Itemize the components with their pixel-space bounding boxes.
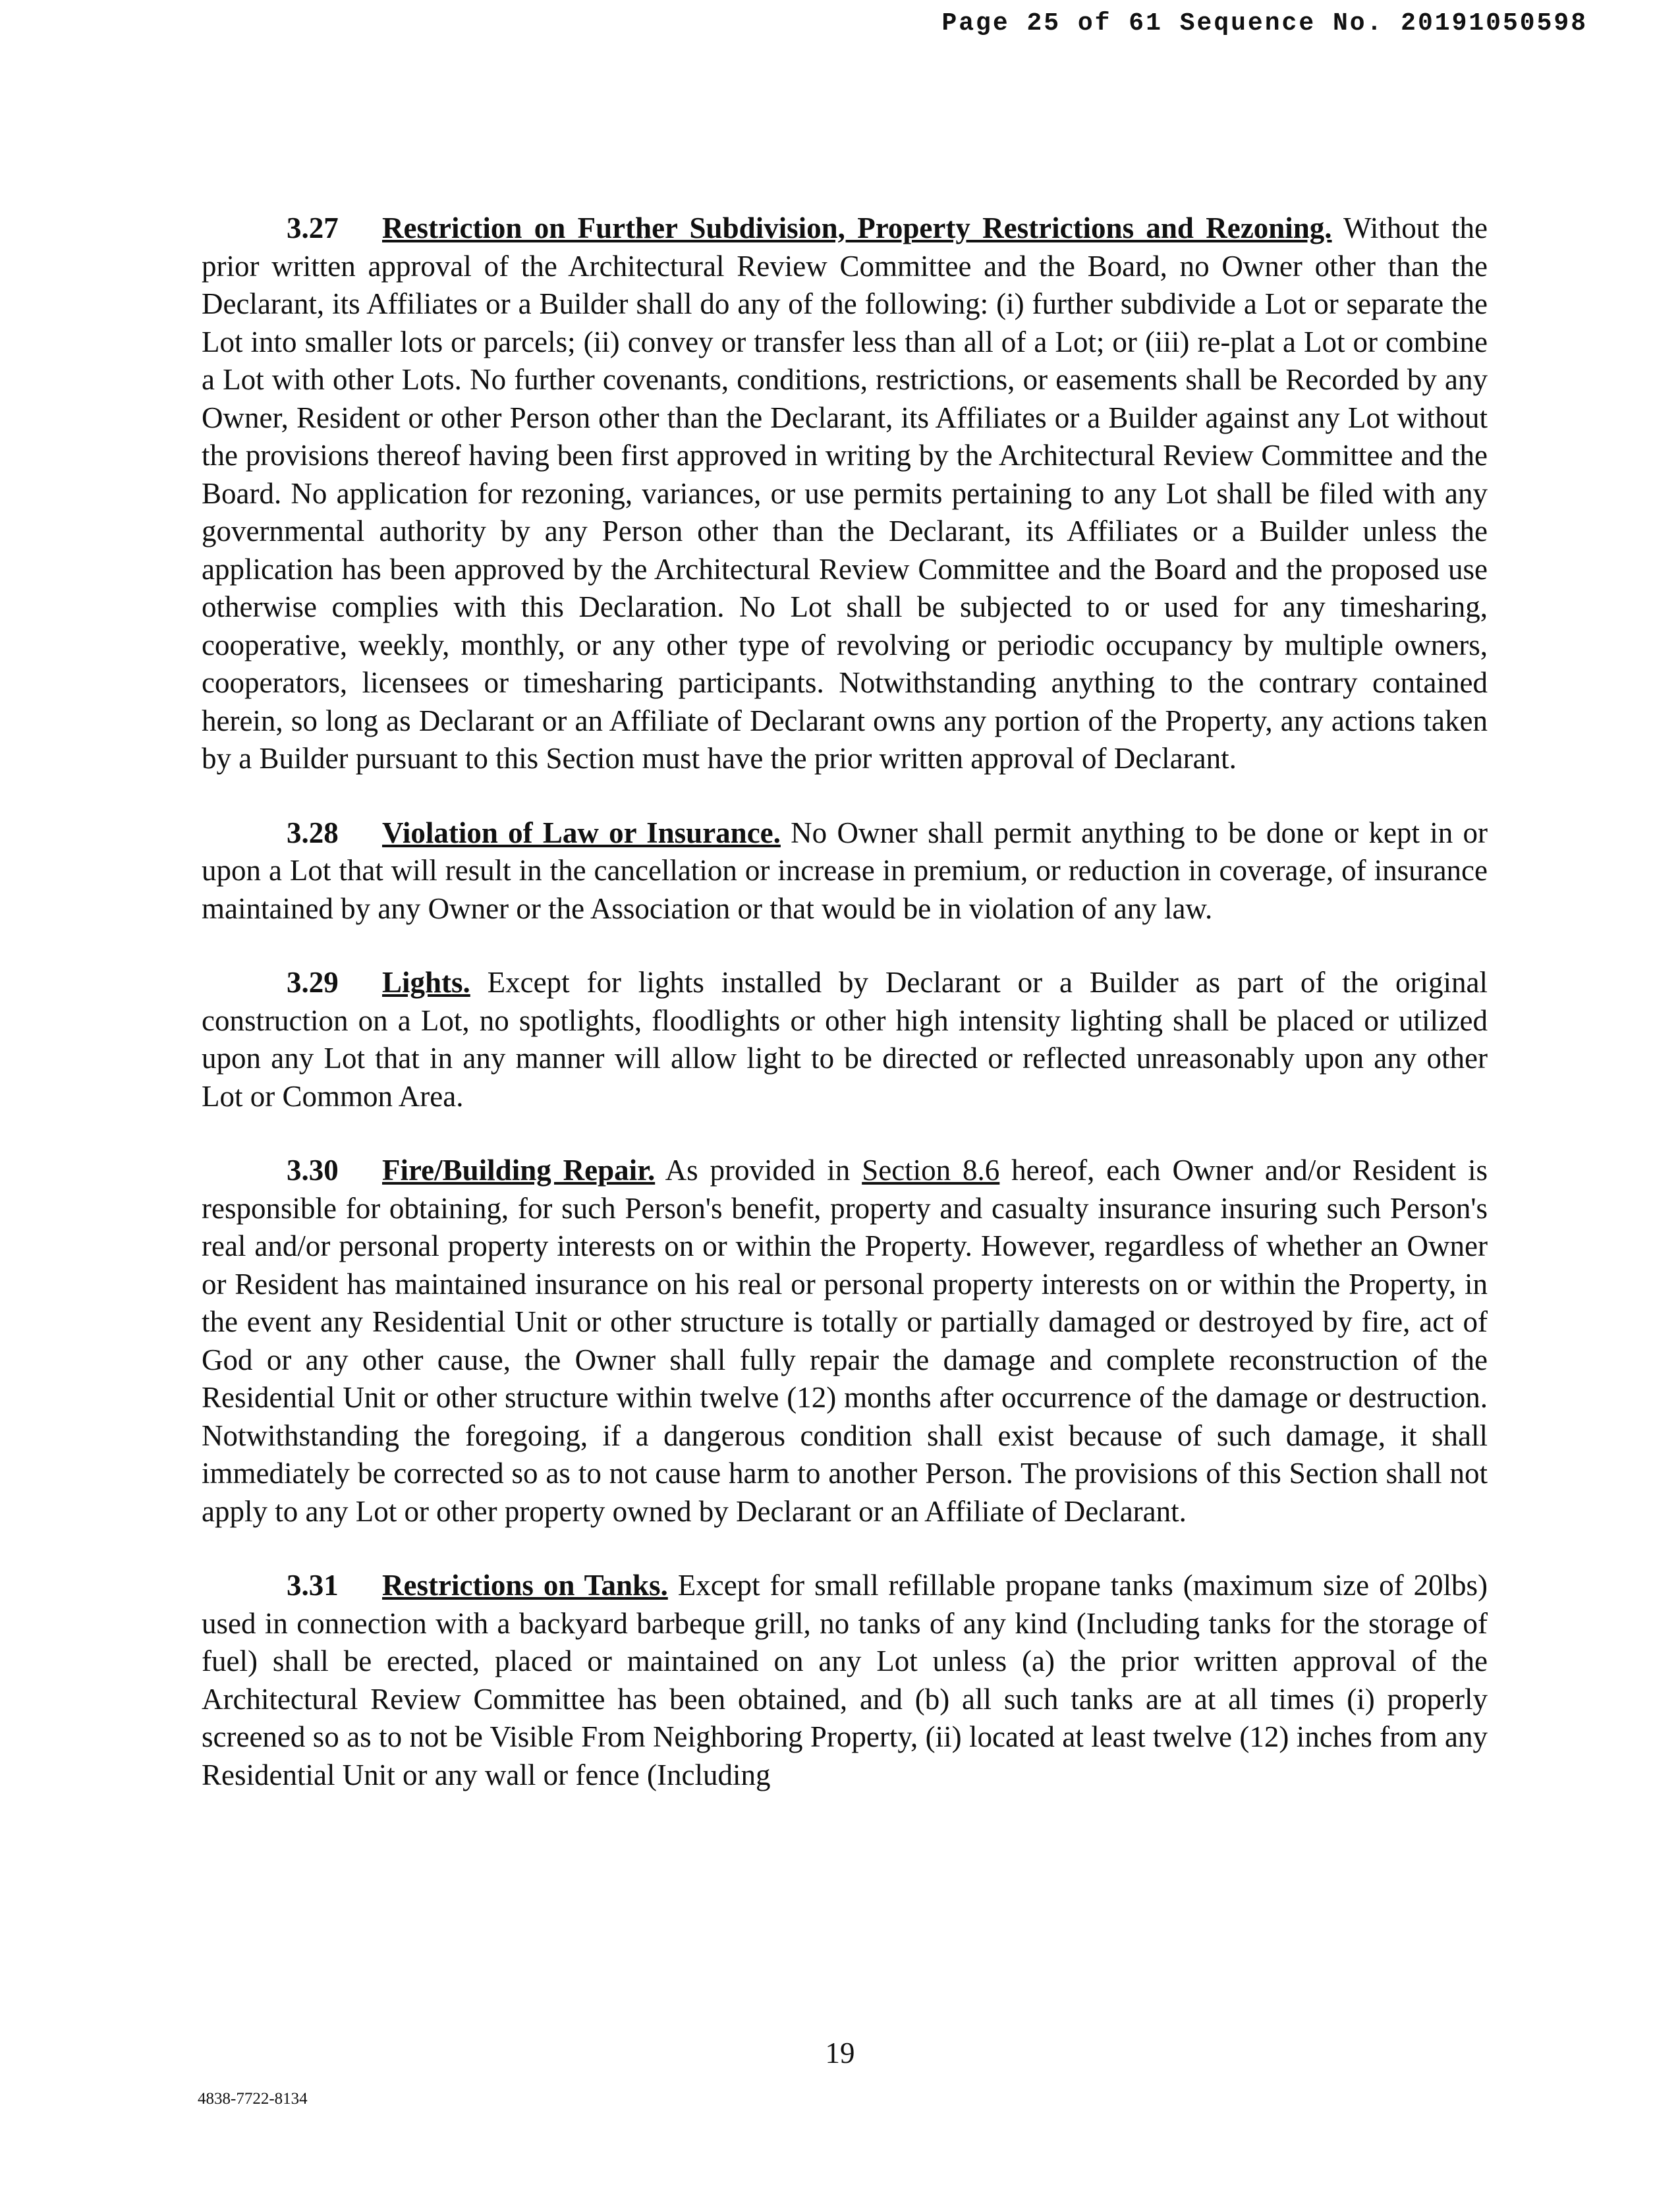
- section-number: 3.30: [287, 1154, 339, 1187]
- section-body: Except for small refillable propane tanks (maximum size of 20lbs) used in connection with a backyard barbeque grill, no tanks of any kind (Including tanks for the storage of fuel) shall be erected, placed or maintained on any Lot unless (a) the prior written approval of the Architectural Review Committee has been obtained, and (b) all such tanks are at all times (i) properly screened so as to not be Visible From Neighboring Property, (ii) located at least twelve (12) inches from any Residential Unit or any wall or fence (Including: [202, 1569, 1488, 1791]
- section-heading: Fire/Building Repair.: [382, 1154, 656, 1187]
- section-body-rest: hereof, each Owner and/or Resident is responsible for obtaining, for such Person's benefit, property and casualty insurance insuring such Person's real and/or personal property interests on or within the Property. However, regardless of whether an Owner or Resident has maintained insurance on his real or personal property interests on or within the Property, in the event any Residential Unit or other structure is totally or partially damaged or destroyed by fire, act of God or any other cause, the Owner shall fully repair the damage and complete reconstruction of the Residential Unit or other structure within twelve (12) months after occurrence of the damage or destruction. Notwithstanding the foregoing, if a dangerous condition shall exist because of such damage, it shall immediately be corrected so as to not cause harm to another Person. The provisions of this Section shall not apply to any Lot or other property owned by Declarant or an Affiliate of Declarant.: [202, 1154, 1488, 1528]
- section-number: 3.28: [287, 816, 339, 849]
- section-body-start: As provided in: [665, 1154, 851, 1187]
- section-heading: Restriction on Further Subdivision, Property Restrictions and Rezoning.: [382, 211, 1332, 244]
- section-body: No Owner shall permit anything to be done or kept in or upon a Lot that will result in the cancellation or increase in premium, or reduction in coverage, of insurance maintained by any Owner or the Association or that would be in violation of any law.: [202, 816, 1488, 925]
- section-3-27: [202, 210, 1488, 778]
- page-number: 19: [825, 2037, 855, 2069]
- section-heading: Restrictions on Tanks.: [382, 1569, 668, 1602]
- section-body: Except for lights installed by Declarant or a Builder as part of the original construction on a Lot, no spotlights, floodlights or other high intensity lighting shall be placed or utilized upon any Lot that in any manner will allow light to be directed or reflected unreasonably upon any other Lot or Common Area.: [202, 966, 1488, 1113]
- section-number: 3.29: [287, 966, 339, 999]
- document-body: [202, 210, 1488, 1830]
- document-id: 4838-7722-8134: [198, 2090, 308, 2108]
- section-heading: Lights.: [382, 966, 470, 999]
- section-3-31: [202, 1567, 1488, 1794]
- section-3-28: [202, 814, 1488, 928]
- page-sequence-header: Page 25 of 61 Sequence No. 20191050598: [941, 9, 1588, 38]
- section-body: Without the prior written approval of the Architectural Review Committee and the Board, no Owner other than the Declarant, its Affiliates or a Builder shall do any of the following: (i) further subdivide a Lot or separate the Lot into smaller lots or parcels; (ii) convey or transfer less than all of a Lot; or (iii) re-plat a Lot or combine a Lot with other Lots. No further covenants, conditions, restrictions, or easements shall be Recorded by any Owner, Resident or other Person other than the Declarant, its Affiliates or a Builder against any Lot without the provisions thereof having been first approved in writing by the Architectural Review Committee and the Board. No application for rezoning, variances, or use permits pertaining to any Lot shall be filed with any governmental authority by any Person other than the Declarant, its Affiliates or a Builder unless the application has been approved by the Architectural Review Committee and the Board and the proposed use otherwise complies with this Declaration. No Lot shall be subjected to or used for any timesharing, cooperative, weekly, monthly, or any other type of revolving or periodic occupancy by multiple owners, cooperators, licensees or timesharing participants. Notwithstanding anything to the contrary contained herein, so long as Declarant or an Affiliate of Declarant owns any portion of the Property, any actions taken by a Builder pursuant to this Section must have the prior written approval of Declarant.: [202, 211, 1488, 775]
- section-cross-reference: Section 8.6: [862, 1154, 1000, 1187]
- section-number: 3.27: [287, 211, 339, 244]
- section-heading: Violation of Law or Insurance.: [382, 816, 781, 849]
- section-3-30: [202, 1152, 1488, 1531]
- section-3-29: [202, 964, 1488, 1115]
- section-number: 3.31: [287, 1569, 339, 1602]
